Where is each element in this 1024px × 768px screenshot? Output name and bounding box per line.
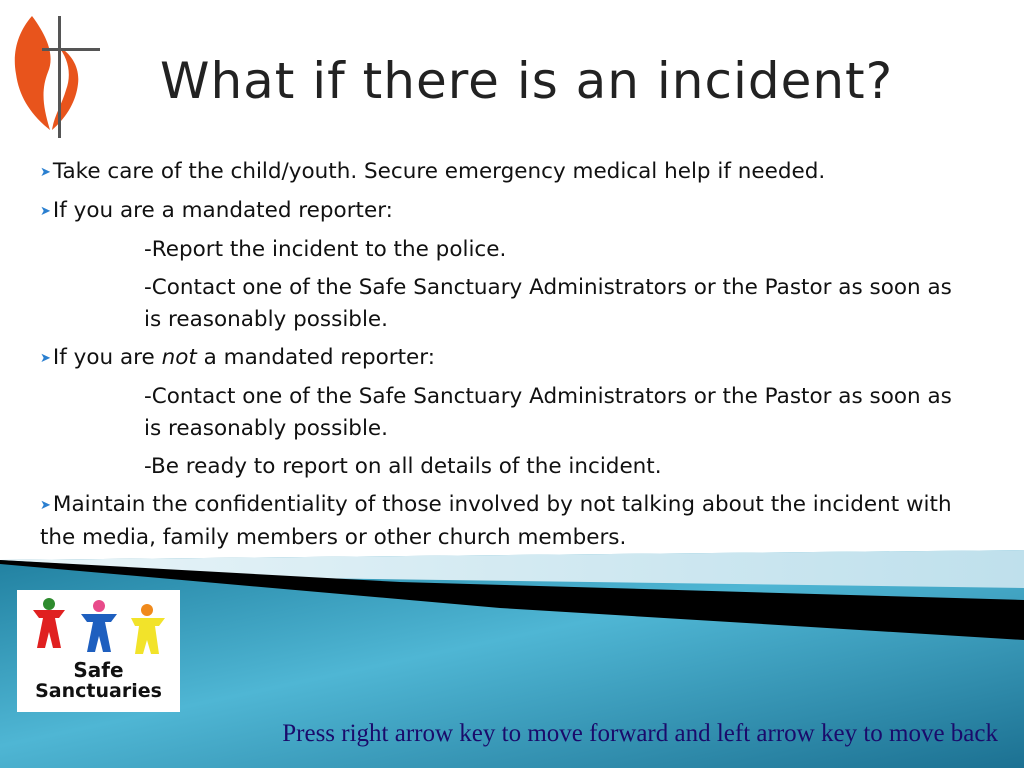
arrow-bullet-icon: ➤ [40,165,51,180]
bullet-item: ➤If you are not a mandated reporter: [40,345,435,370]
cross-flame-icon [10,12,100,140]
sub-item: -Contact one of the Safe Sanctuary Administrators or the Pastor as soon as is reasonably possible. [144,275,952,332]
bullet-item: ➤Maintain the confidentiality of those involved by not talking about the incident with the media, family members or other church members. [40,492,952,550]
bullet-list [40,156,960,560]
sub-item: -Be ready to report on all details of the incident. [144,454,662,479]
arrow-bullet-icon: ➤ [40,204,51,219]
arrow-bullet-icon: ➤ [40,351,51,366]
safe-sanctuaries-logo [17,590,180,712]
sub-item: -Contact one of the Safe Sanctuary Administrators or the Pastor as soon as is reasonably possible. [144,384,952,441]
slide-title: What if there is an incident? [160,52,894,110]
logo-text-line2: Sanctuaries [35,680,162,702]
logo-text-line1: Safe [73,658,124,682]
bullet-item: ➤If you are a mandated reporter: [40,198,393,223]
bullet-item: ➤Take care of the child/youth. Secure emergency medical help if needed. [40,159,826,184]
arrow-bullet-icon: ➤ [40,498,51,513]
children-figures-icon [25,596,172,660]
navigation-hint: Press right arrow key to move forward and left arrow key to move back [282,720,998,747]
sub-item: -Report the incident to the police. [144,237,507,262]
